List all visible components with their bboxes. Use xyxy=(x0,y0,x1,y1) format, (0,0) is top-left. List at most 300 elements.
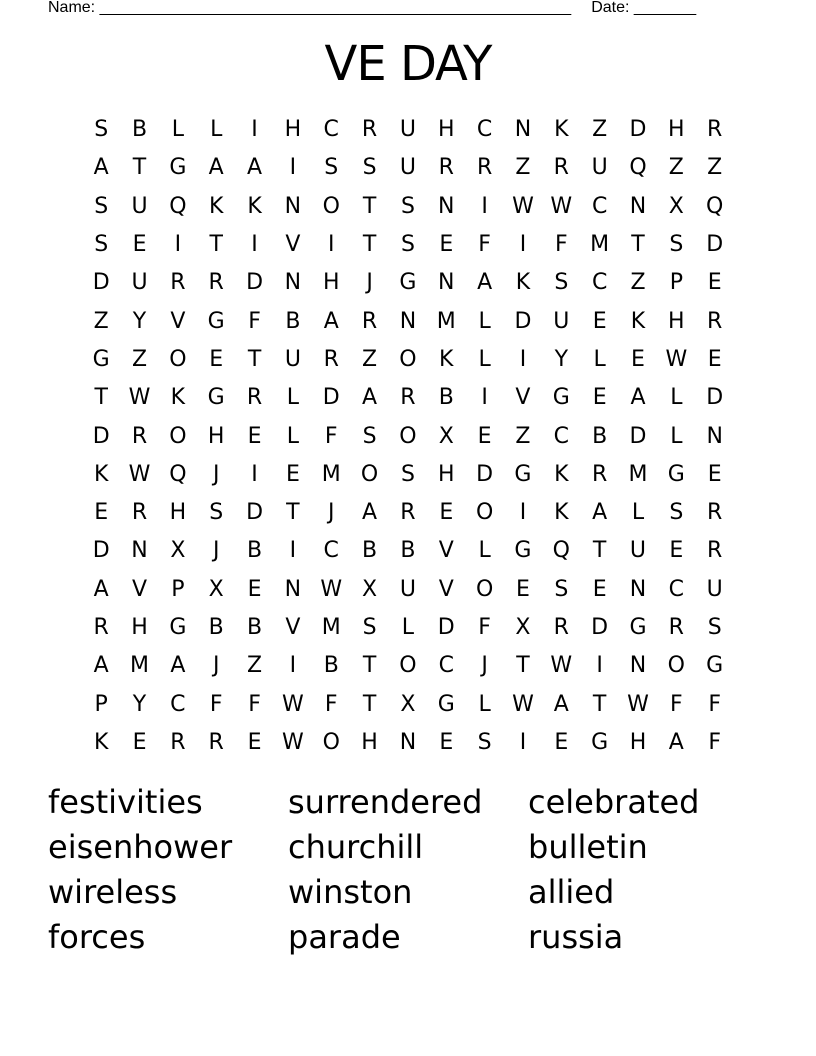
grid-letter: S xyxy=(554,576,569,602)
grid-letter: E xyxy=(592,385,607,411)
grid-letter: O xyxy=(475,576,494,602)
grid-letter: W xyxy=(128,461,151,487)
grid-letter: D xyxy=(92,538,110,564)
grid-letter: H xyxy=(284,117,302,143)
grid-letter: V xyxy=(515,385,531,411)
grid-letter: G xyxy=(591,729,609,755)
grid-letter: W xyxy=(627,691,649,717)
grid-letter: W xyxy=(550,653,573,679)
grid-letter: Z xyxy=(592,117,608,143)
grid-letter: X xyxy=(362,576,378,602)
grid-letter: X xyxy=(515,615,531,640)
grid-letter: S xyxy=(362,423,377,449)
grid-letter: E xyxy=(554,729,569,755)
grid-letter: N xyxy=(629,576,647,602)
grid-letter: T xyxy=(362,232,377,258)
grid-letter: W xyxy=(512,691,534,717)
grid-letter: Z xyxy=(515,155,531,181)
grid-letter: E xyxy=(247,729,262,755)
grid-letter: D xyxy=(92,270,110,296)
grid-letter: C xyxy=(438,653,454,679)
grid-letter: F xyxy=(708,729,721,755)
grid-letter: R xyxy=(323,346,339,372)
grid-letter: E xyxy=(247,576,262,602)
grid-letter: J xyxy=(212,653,220,679)
grid-letter: I xyxy=(289,155,297,181)
grid-letter: G xyxy=(629,615,647,640)
grid-letter: G xyxy=(514,461,532,487)
grid-letter: V xyxy=(131,576,148,602)
grid-letter: T xyxy=(247,346,262,372)
grid-letter: I xyxy=(519,500,527,526)
grid-letter: R xyxy=(361,117,378,143)
grid-letter: U xyxy=(399,576,416,602)
grid-letter: R xyxy=(438,155,454,181)
grid-row xyxy=(82,149,734,187)
grid-row xyxy=(82,111,734,149)
grid-letter: D xyxy=(706,385,724,411)
grid-letter: S xyxy=(362,615,377,640)
grid-letter: R xyxy=(707,117,723,143)
grid-letter: E xyxy=(707,461,722,487)
grid-letter: E xyxy=(707,346,722,372)
grid-letter: F xyxy=(324,423,338,449)
word-bank-item: winston xyxy=(288,873,413,911)
grid-letter: C xyxy=(323,117,339,143)
grid-letter: O xyxy=(475,500,494,526)
grid-letter: D xyxy=(246,500,264,526)
grid-letter: L xyxy=(478,346,491,372)
grid-letter: T xyxy=(209,232,223,258)
grid-letter: T xyxy=(592,538,607,564)
grid-letter: G xyxy=(706,653,724,679)
grid-letter: B xyxy=(131,117,148,143)
grid-letter: H xyxy=(361,729,378,755)
grid-letter: U xyxy=(284,346,301,372)
grid-letter: T xyxy=(94,385,108,411)
grid-letter: D xyxy=(629,117,647,143)
grid-letter: N xyxy=(706,423,723,449)
grid-letter: H xyxy=(629,729,647,755)
grid-letter: P xyxy=(171,576,185,602)
grid-letter: U xyxy=(131,193,148,219)
grid-letter: W xyxy=(128,385,151,411)
grid-letter: F xyxy=(478,615,491,640)
grid-letter: R xyxy=(131,423,148,449)
grid-letter: B xyxy=(247,615,263,640)
grid-letter: G xyxy=(92,346,110,372)
grid-letter: S xyxy=(94,232,109,258)
grid-letter: L xyxy=(670,423,683,449)
grid-letter: W xyxy=(282,691,304,717)
grid-letter: L xyxy=(631,500,645,526)
grid-letter: I xyxy=(596,653,603,679)
letter-grid xyxy=(82,111,734,762)
grid-letter: Z xyxy=(668,155,684,181)
grid-letter: U xyxy=(399,155,416,181)
grid-letter: B xyxy=(592,423,608,449)
grid-row xyxy=(82,188,734,226)
grid-letter: N xyxy=(284,576,302,602)
grid-letter: E xyxy=(477,423,492,449)
grid-letter: E xyxy=(209,346,224,372)
grid-letter: Z xyxy=(93,308,109,334)
grid-row xyxy=(82,226,734,264)
grid-letter: N xyxy=(438,193,455,219)
grid-letter: U xyxy=(553,308,570,334)
grid-letter: O xyxy=(322,193,340,219)
grid-letter: B xyxy=(362,538,378,564)
grid-letter: R xyxy=(553,615,569,640)
grid-letter: A xyxy=(668,729,684,755)
grid-letter: I xyxy=(289,653,297,679)
grid-letter: F xyxy=(554,232,568,258)
grid-letter: R xyxy=(553,155,569,181)
word-bank-item: surrendered xyxy=(288,783,483,821)
grid-letter: S xyxy=(362,155,377,181)
grid-letter: E xyxy=(707,270,722,296)
grid-letter: E xyxy=(132,232,147,258)
word-bank-item: allied xyxy=(528,873,615,911)
grid-letter: Z xyxy=(362,346,378,372)
grid-letter: B xyxy=(247,538,263,564)
grid-row xyxy=(82,532,734,570)
grid-letter: F xyxy=(478,232,491,258)
grid-letter: A xyxy=(93,653,109,679)
grid-letter: L xyxy=(478,538,491,564)
grid-letter: Q xyxy=(169,461,187,487)
grid-letter: L xyxy=(670,385,683,411)
grid-letter: D xyxy=(706,232,724,258)
grid-letter: W xyxy=(320,576,343,602)
grid-letter: R xyxy=(131,500,148,526)
grid-row xyxy=(82,609,734,647)
grid-letter: A xyxy=(477,270,493,296)
grid-letter: O xyxy=(169,346,187,372)
grid-letter: T xyxy=(132,155,147,181)
grid-letter: H xyxy=(668,308,685,334)
grid-letter: I xyxy=(174,232,182,258)
grid-letter: T xyxy=(362,691,377,717)
grid-letter: G xyxy=(514,538,532,564)
grid-letter: K xyxy=(247,193,262,219)
grid-letter: I xyxy=(327,232,335,258)
grid-letter: Q xyxy=(629,155,647,181)
grid-letter: A xyxy=(93,155,109,181)
grid-row xyxy=(82,685,734,723)
grid-letter: I xyxy=(519,346,527,372)
grid-letter: W xyxy=(665,346,688,372)
grid-letter: K xyxy=(554,117,569,143)
grid-row xyxy=(82,456,734,494)
grid-letter: A xyxy=(630,385,646,411)
name-field-label: Name: _____________________________________________________ xyxy=(48,0,572,16)
grid-letter: V xyxy=(285,615,301,640)
grid-letter: T xyxy=(362,193,377,219)
grid-letter: C xyxy=(668,576,685,602)
grid-letter: G xyxy=(437,691,455,717)
grid-letter: E xyxy=(439,500,454,526)
grid-letter: A xyxy=(208,155,224,181)
grid-letter: B xyxy=(208,615,224,640)
grid-letter: R xyxy=(707,538,723,564)
date-field-label: Date: _______ xyxy=(591,0,697,16)
grid-letter: A xyxy=(592,500,608,526)
grid-letter: C xyxy=(591,193,608,219)
grid-letter: L xyxy=(171,117,184,143)
grid-letter: R xyxy=(170,270,186,296)
grid-letter: D xyxy=(437,615,455,640)
grid-letter: M xyxy=(321,615,341,640)
grid-letter: N xyxy=(284,270,302,296)
grid-letter: E xyxy=(592,576,607,602)
grid-letter: H xyxy=(668,117,685,143)
grid-letter: M xyxy=(628,461,648,487)
grid-letter: D xyxy=(591,615,609,640)
grid-letter: B xyxy=(323,653,339,679)
grid-letter: C xyxy=(170,691,186,717)
word-bank-item: bulletin xyxy=(528,828,648,866)
grid-letter: E xyxy=(516,576,530,602)
grid-letter: H xyxy=(131,615,148,640)
grid-letter: F xyxy=(248,691,261,717)
grid-letter: K xyxy=(554,461,569,487)
grid-row xyxy=(82,341,734,379)
grid-letter: B xyxy=(438,385,454,411)
grid-letter: G xyxy=(399,270,417,296)
grid-letter: B xyxy=(400,538,416,564)
grid-letter: N xyxy=(399,308,417,334)
grid-letter: K xyxy=(93,729,109,755)
grid-letter: J xyxy=(212,461,220,487)
word-bank-item: russia xyxy=(528,918,624,956)
grid-letter: O xyxy=(399,423,417,449)
grid-letter: M xyxy=(321,461,341,487)
grid-letter: G xyxy=(207,385,225,411)
grid-letter: V xyxy=(438,538,454,564)
grid-letter: S xyxy=(707,615,722,640)
grid-letter: S xyxy=(209,500,224,526)
word-bank-item: festivities xyxy=(48,783,203,821)
grid-letter: I xyxy=(519,729,527,755)
grid-letter: A xyxy=(553,691,569,717)
grid-letter: L xyxy=(210,117,223,143)
word-bank-item: celebrated xyxy=(528,783,700,821)
grid-letter: H xyxy=(207,423,225,449)
grid-letter: V xyxy=(438,576,454,602)
grid-letter: B xyxy=(285,308,301,334)
grid-letter: H xyxy=(322,270,340,296)
grid-letter: K xyxy=(630,308,646,334)
grid-letter: J xyxy=(481,653,488,679)
grid-letter: T xyxy=(592,691,607,717)
grid-letter: T xyxy=(516,653,530,679)
grid-letter: O xyxy=(399,653,417,679)
grid-letter: A xyxy=(170,653,186,679)
grid-letter: U xyxy=(591,155,608,181)
grid-letter: H xyxy=(437,461,455,487)
grid-letter: S xyxy=(669,232,684,258)
grid-letter: D xyxy=(476,461,494,487)
grid-letter: X xyxy=(170,538,186,564)
grid-letter: K xyxy=(208,193,224,219)
grid-letter: Z xyxy=(707,155,723,181)
grid-letter: E xyxy=(247,423,262,449)
grid-letter: S xyxy=(94,117,109,143)
grid-letter: O xyxy=(399,346,417,372)
grid-letter: C xyxy=(476,117,493,143)
grid-letter: U xyxy=(131,270,148,296)
grid-letter: K xyxy=(439,346,454,372)
grid-letter: I xyxy=(481,385,488,411)
grid-row xyxy=(82,379,734,417)
grid-letter: U xyxy=(629,538,647,564)
grid-letter: R xyxy=(93,615,109,640)
grid-letter: Z xyxy=(630,270,646,296)
grid-letter: Y xyxy=(554,346,569,372)
grid-letter: T xyxy=(362,653,377,679)
grid-letter: Q xyxy=(552,538,570,564)
grid-letter: L xyxy=(286,423,300,449)
grid-letter: F xyxy=(324,691,338,717)
grid-letter: R xyxy=(361,308,378,334)
grid-letter: Q xyxy=(706,193,724,219)
grid-letter: K xyxy=(554,500,569,526)
grid-letter: E xyxy=(592,308,607,334)
grid-letter: H xyxy=(169,500,187,526)
grid-letter: R xyxy=(170,729,186,755)
grid-letter: M xyxy=(130,653,149,679)
grid-letter: H xyxy=(437,117,455,143)
grid-letter: N xyxy=(399,729,417,755)
grid-letter: W xyxy=(550,193,573,219)
grid-letter: S xyxy=(400,232,415,258)
word-bank-item: wireless xyxy=(48,873,178,911)
grid-letter: O xyxy=(322,729,340,755)
grid-letter: P xyxy=(669,270,683,296)
grid-letter: E xyxy=(669,538,684,564)
grid-letter: C xyxy=(553,423,569,449)
grid-letter: R xyxy=(668,615,684,640)
grid-letter: R xyxy=(208,270,224,296)
grid-letter: R xyxy=(591,461,608,487)
grid-letter: E xyxy=(631,346,645,372)
grid-letter: L xyxy=(478,691,491,717)
grid-row xyxy=(82,494,734,532)
grid-letter: Z xyxy=(131,346,148,372)
grid-letter: O xyxy=(360,461,379,487)
grid-letter: A xyxy=(93,576,109,602)
grid-letter: X xyxy=(438,423,454,449)
grid-row xyxy=(82,264,734,302)
grid-letter: G xyxy=(667,461,685,487)
grid-letter: N xyxy=(629,193,647,219)
grid-row xyxy=(82,417,734,455)
grid-letter: A xyxy=(323,308,339,334)
grid-letter: O xyxy=(667,653,685,679)
grid-letter: I xyxy=(251,117,258,143)
grid-letter: U xyxy=(706,576,723,602)
grid-letter: W xyxy=(512,193,534,219)
grid-letter: L xyxy=(286,385,300,411)
grid-letter: R xyxy=(476,155,493,181)
grid-letter: Y xyxy=(132,308,147,334)
grid-letter: E xyxy=(132,729,147,755)
grid-letter: V xyxy=(285,232,301,258)
grid-letter: M xyxy=(590,232,610,258)
grid-letter: I xyxy=(251,461,258,487)
word-bank-item: parade xyxy=(288,918,401,956)
grid-letter: E xyxy=(94,500,109,526)
grid-letter: S xyxy=(477,729,492,755)
grid-letter: N xyxy=(629,653,647,679)
grid-letter: D xyxy=(629,423,647,449)
grid-letter: Z xyxy=(515,423,531,449)
grid-letter: A xyxy=(247,155,263,181)
grid-letter: D xyxy=(514,308,532,334)
grid-letter: O xyxy=(169,423,187,449)
grid-letter: K xyxy=(93,461,109,487)
grid-letter: X xyxy=(208,576,224,602)
grid-letter: D xyxy=(92,423,110,449)
grid-letter: U xyxy=(399,117,416,143)
grid-letter: A xyxy=(362,500,378,526)
word-bank-item: eisenhower xyxy=(48,828,233,866)
grid-letter: N xyxy=(131,538,148,564)
grid-letter: G xyxy=(169,155,187,181)
grid-letter: L xyxy=(401,615,415,640)
grid-letter: N xyxy=(438,270,455,296)
grid-letter: R xyxy=(400,500,416,526)
grid-letter: J xyxy=(212,538,220,564)
grid-letter: S xyxy=(324,155,339,181)
grid-letter: C xyxy=(591,270,608,296)
grid-letter: S xyxy=(554,270,569,296)
grid-letter: D xyxy=(246,270,264,296)
word-bank-item: churchill xyxy=(288,828,424,866)
grid-letter: R xyxy=(246,385,263,411)
grid-letter: F xyxy=(248,308,261,334)
grid-letter: P xyxy=(94,691,108,717)
grid-letter: S xyxy=(400,461,415,487)
grid-letter: I xyxy=(251,232,258,258)
grid-letter: R xyxy=(707,308,723,334)
grid-letter: M xyxy=(436,308,456,334)
grid-letter: E xyxy=(439,729,454,755)
grid-letter: S xyxy=(94,193,109,219)
grid-row xyxy=(82,647,734,685)
grid-letter: K xyxy=(515,270,531,296)
grid-letter: X xyxy=(400,691,416,717)
grid-letter: G xyxy=(169,615,187,640)
grid-letter: E xyxy=(285,461,300,487)
grid-letter: I xyxy=(289,538,297,564)
word-bank xyxy=(48,780,768,960)
grid-letter: R xyxy=(208,729,224,755)
grid-letter: C xyxy=(323,538,339,564)
grid-letter: D xyxy=(322,385,340,411)
grid-letter: I xyxy=(481,193,488,219)
grid-letter: E xyxy=(439,232,454,258)
grid-letter: A xyxy=(362,385,378,411)
grid-letter: G xyxy=(207,308,225,334)
grid-letter: V xyxy=(170,308,186,334)
grid-letter: L xyxy=(478,308,491,334)
word-bank-item: forces xyxy=(48,918,146,956)
grid-row xyxy=(82,571,734,609)
grid-letter: F xyxy=(708,691,721,717)
grid-letter: X xyxy=(668,193,684,219)
